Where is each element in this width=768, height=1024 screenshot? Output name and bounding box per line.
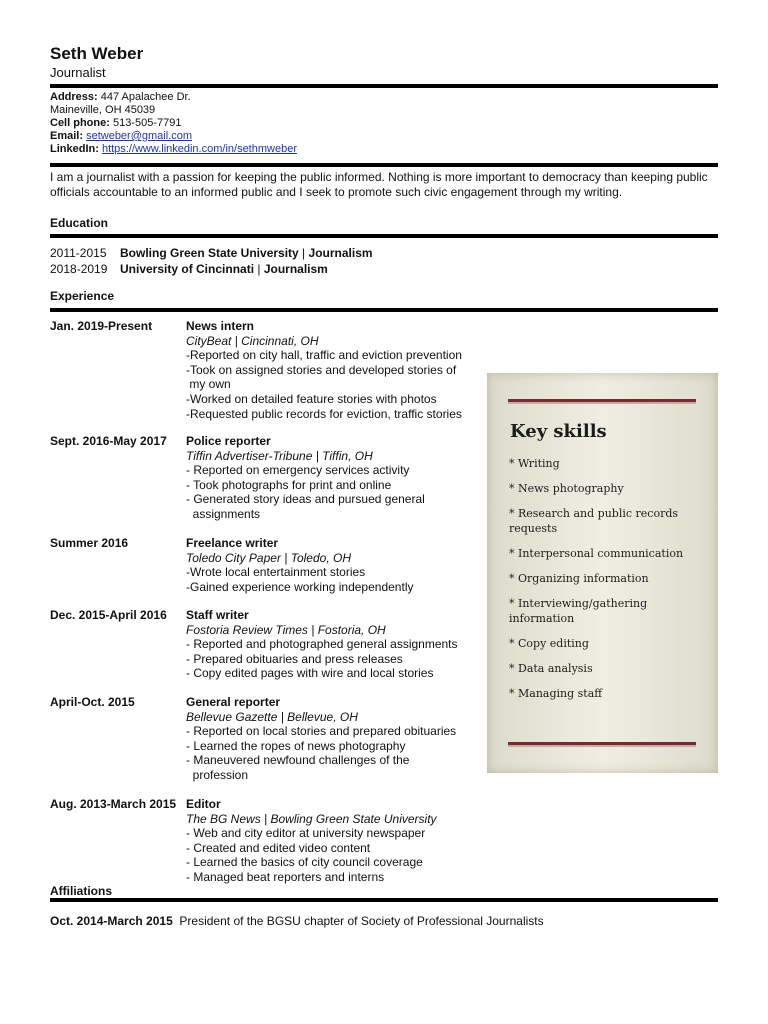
- job-date: Jan. 2019-Present: [50, 319, 153, 333]
- education-separator: |: [298, 246, 309, 260]
- education-school: Bowling Green State University: [120, 246, 299, 260]
- job-date: April-Oct. 2015: [50, 695, 135, 709]
- job-duty: - Maneuvered newfound challenges of the: [186, 753, 410, 768]
- sidebar-bottom-bar: [508, 742, 696, 747]
- job-employer: Fostoria Review Times | Fostoria, OH: [186, 622, 386, 637]
- address-row: Address: 447 Apalachee Dr.: [50, 91, 191, 103]
- skill-item: * Copy editing: [509, 637, 589, 650]
- summary-paragraph: I am a journalist with a passion for keeping the public informed. Nothing is more important to democracy than keeping public officials accountable to an informed public and I seek to promote such civic engagement through my writing.: [50, 170, 708, 199]
- job-duty: - Reported and photographed general assignments: [186, 637, 458, 652]
- job-employer: Bellevue Gazette | Bellevue, OH: [186, 709, 358, 724]
- skill-item: * Organizing information: [509, 572, 649, 585]
- job-duty: - Reported on local stories and prepared obituaries: [186, 724, 457, 739]
- job-details: [186, 695, 486, 783]
- job-title: Police reporter: [186, 434, 271, 448]
- job-duty: -Worked on detailed feature stories with photos: [186, 391, 437, 406]
- job-duty: -Reported on city hall, traffic and eviction prevention: [186, 348, 462, 363]
- job-employer: CityBeat | Cincinnati, OH: [186, 333, 319, 348]
- job-duty: profession: [186, 767, 249, 782]
- experience-divider: [50, 308, 718, 312]
- job-duty: - Learned the basics of city council coverage: [186, 855, 423, 870]
- candidate-title: Journalist: [50, 65, 106, 80]
- education-years: 2011-2015: [50, 246, 107, 260]
- education-item: [50, 245, 373, 261]
- job-duty: - Prepared obituaries and press releases: [186, 651, 403, 666]
- affiliations-divider: [50, 898, 718, 902]
- job-duty: - Generated story ideas and pursued general: [186, 492, 425, 507]
- job-title: Staff writer: [186, 608, 249, 622]
- linkedin-row: LinkedIn: https://www.linkedin.com/in/sethmweber: [50, 143, 297, 155]
- key-skills-heading: Key skills: [510, 421, 607, 442]
- education-heading: Education: [50, 216, 109, 230]
- job-duty: - Web and city editor at university newspaper: [186, 826, 426, 841]
- job-details: [186, 608, 486, 681]
- phone-row: Cell phone: 513-505-7791: [50, 117, 182, 129]
- job-duty: - Took photographs for print and online: [186, 477, 392, 492]
- education-item: [50, 261, 373, 277]
- candidate-name: Seth Weber: [50, 44, 144, 63]
- sidebar-top-bar: [508, 399, 696, 404]
- key-skills-sidebar: [487, 373, 718, 773]
- job-duty: my own: [186, 377, 231, 392]
- skill-item: * Interviewing/gathering information: [509, 597, 648, 625]
- job-duty: - Managed beat reporters and interns: [186, 869, 385, 884]
- job-duty: - Copy edited pages with wire and local stories: [186, 666, 434, 681]
- education-separator: |: [254, 262, 264, 276]
- key-skills-list: [509, 456, 709, 711]
- job-duty: -Took on assigned stories and developed stories of: [186, 362, 457, 377]
- job-details: [186, 536, 486, 594]
- affiliation-date: Oct. 2014-March 2015: [50, 914, 173, 928]
- job-date: Sept. 2016-May 2017: [50, 434, 167, 448]
- skill-item: * Research and public records requests: [509, 507, 679, 535]
- skill-item: * Interpersonal communication: [509, 547, 684, 560]
- experience-heading: Experience: [50, 289, 115, 303]
- job-duty: assignments: [186, 506, 261, 521]
- header-divider: [50, 84, 718, 88]
- skill-item: * Data analysis: [509, 662, 593, 675]
- education-list: [50, 245, 373, 277]
- skill-item: * News photography: [509, 482, 624, 495]
- job-title: News intern: [186, 319, 255, 333]
- education-divider: [50, 234, 718, 238]
- job-title: Editor: [186, 797, 221, 811]
- contact-block: [50, 91, 297, 156]
- job-duty: -Gained experience working independently: [186, 579, 414, 594]
- job-date: Dec. 2015-April 2016: [50, 608, 167, 622]
- job-duty: - Reported on emergency services activity: [186, 463, 410, 478]
- job-duty: -Wrote local entertainment stories: [186, 565, 366, 580]
- job-details: [186, 319, 486, 421]
- affiliations-heading: Affiliations: [50, 884, 112, 898]
- linkedin-link[interactable]: https://www.linkedin.com/in/sethmweber: [101, 143, 297, 155]
- education-program: Journalism: [263, 262, 328, 276]
- job-duty: - Learned the ropes of news photography: [186, 738, 406, 753]
- job-employer: The BG News | Bowling Green State University: [186, 811, 437, 826]
- address-line2: Maineville, OH 45039: [50, 104, 156, 116]
- education-school: University of Cincinnati: [120, 262, 255, 276]
- job-details: [186, 797, 486, 885]
- job-date: Aug. 2013-March 2015: [50, 797, 177, 811]
- job-duty: -Requested public records for eviction, traffic stories: [186, 406, 462, 421]
- job-employer: Toledo City Paper | Toledo, OH: [186, 550, 351, 565]
- email-link[interactable]: setweber@gmail.com: [86, 130, 193, 142]
- email-row: Email: setweber@gmail.com: [50, 130, 193, 142]
- job-title: General reporter: [186, 695, 281, 709]
- job-employer: Tiffin Advertiser-Tribune | Tiffin, OH: [186, 448, 373, 463]
- job-date: Summer 2016: [50, 536, 129, 550]
- affiliation-row: [50, 914, 544, 929]
- affiliation-text: President of the BGSU chapter of Society of Professional Journalists: [179, 914, 544, 928]
- education-program: Journalism: [308, 246, 373, 260]
- skill-item: * Writing: [509, 457, 560, 470]
- skill-item: * Managing staff: [509, 687, 603, 700]
- education-years: 2018-2019: [50, 262, 108, 276]
- job-duty: - Created and edited video content: [186, 840, 371, 855]
- job-title: Freelance writer: [186, 536, 279, 550]
- contact-divider: [50, 163, 718, 167]
- job-details: [186, 434, 486, 522]
